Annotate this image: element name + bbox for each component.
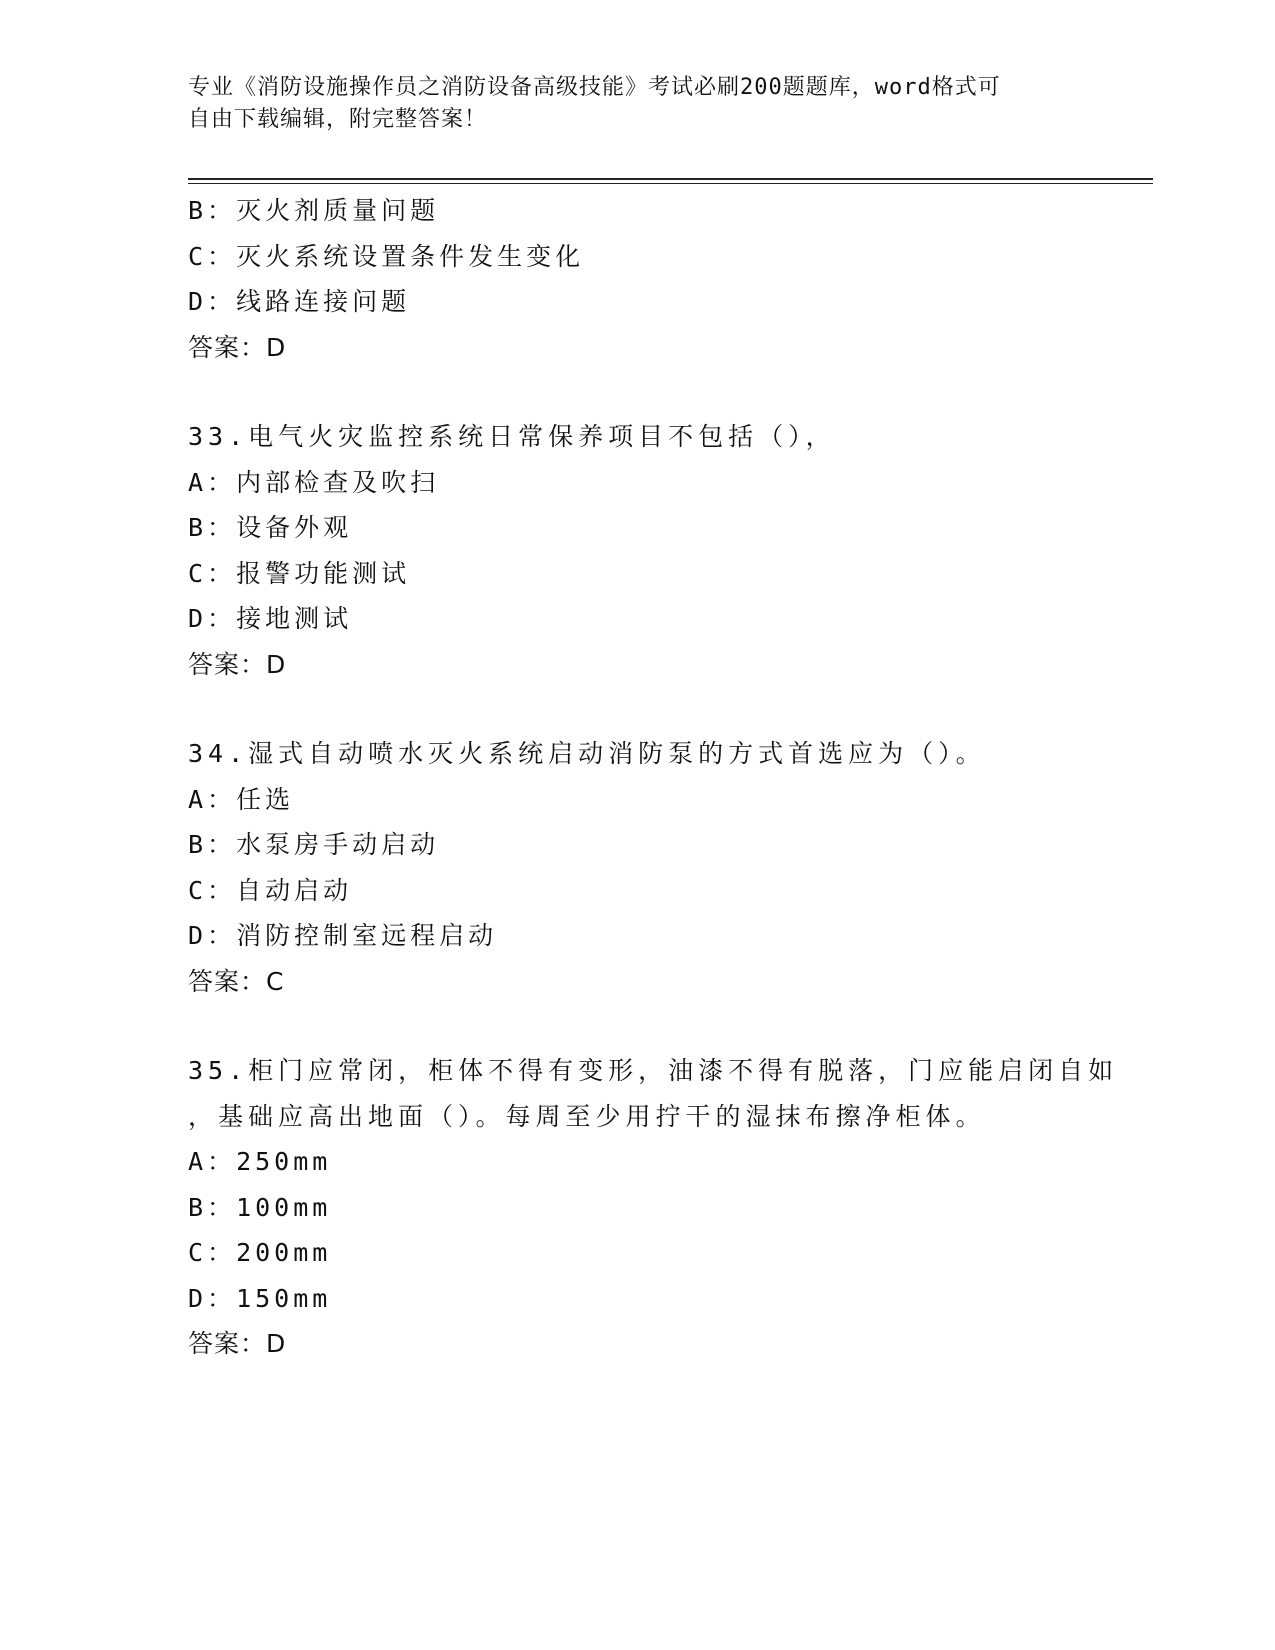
option-label: C： bbox=[188, 558, 237, 588]
option-a bbox=[188, 777, 1088, 823]
spacer bbox=[188, 687, 1088, 731]
option-label: C： bbox=[188, 241, 237, 271]
option-d bbox=[188, 279, 1088, 325]
answer-label: 答案： bbox=[188, 966, 267, 996]
option-text: 报警功能测试 bbox=[236, 558, 411, 588]
option-label: B： bbox=[188, 513, 237, 542]
option-label: B： bbox=[188, 830, 237, 859]
option-c bbox=[188, 234, 1088, 280]
option-text: 设备外观 bbox=[236, 513, 353, 542]
question-content bbox=[188, 188, 1119, 1367]
header-divider-thick bbox=[188, 178, 1153, 180]
answer-label: 答案： bbox=[188, 332, 267, 362]
option-label: A： bbox=[188, 467, 237, 497]
option-text: 灭火剂质量问题 bbox=[236, 196, 440, 225]
option-text: 250mm bbox=[236, 1147, 332, 1176]
question-stem: 33.电气火灾监控系统日常保养项目不包括（）， bbox=[188, 422, 836, 451]
answer-line bbox=[188, 325, 1088, 371]
document-header bbox=[188, 72, 1068, 136]
option-text: 内部检查及吹扫 bbox=[236, 467, 440, 497]
answer-value: D bbox=[266, 649, 287, 679]
option-label: D： bbox=[188, 604, 237, 633]
option-text: 150mm bbox=[236, 1283, 332, 1313]
option-text: 200mm bbox=[236, 1238, 332, 1267]
answer-line bbox=[188, 1321, 1088, 1367]
option-text: 灭火系统设置条件发生变化 bbox=[236, 241, 585, 271]
question-33 bbox=[188, 414, 1088, 687]
question-32-tail bbox=[188, 188, 1088, 370]
option-label: C： bbox=[188, 875, 237, 905]
option-label: A： bbox=[188, 1147, 237, 1176]
header-line-2: 自由下载编辑，附完整答案！ bbox=[188, 107, 488, 132]
option-b bbox=[188, 188, 1088, 234]
option-label: D： bbox=[188, 921, 237, 950]
option-d bbox=[188, 1276, 1088, 1322]
option-label: A： bbox=[188, 784, 237, 814]
option-label: D： bbox=[188, 1283, 237, 1313]
answer-line bbox=[188, 959, 1088, 1005]
answer-line bbox=[188, 642, 1088, 688]
answer-label: 答案： bbox=[188, 1329, 267, 1358]
option-c bbox=[188, 1230, 1088, 1276]
option-label: B： bbox=[188, 196, 237, 225]
option-label: C： bbox=[188, 1238, 237, 1267]
header-divider-thin bbox=[188, 183, 1153, 184]
option-text: 水泵房手动启动 bbox=[236, 830, 440, 859]
option-label: B： bbox=[188, 1192, 237, 1222]
option-text: 任选 bbox=[236, 784, 295, 814]
header-line-1: 专业《消防设施操作员之消防设备高级技能》考试必刷200题题库，word格式可 bbox=[188, 75, 1001, 100]
answer-label: 答案： bbox=[188, 649, 267, 679]
spacer bbox=[188, 1004, 1088, 1048]
option-a bbox=[188, 1139, 1088, 1185]
question-35 bbox=[188, 1048, 1119, 1367]
option-c bbox=[188, 868, 1088, 914]
spacer bbox=[188, 370, 1088, 414]
option-text: 自动启动 bbox=[236, 875, 353, 905]
answer-value: D bbox=[266, 1329, 287, 1358]
option-b bbox=[188, 1185, 1088, 1231]
answer-value: C bbox=[266, 966, 285, 996]
option-text: 消防控制室远程启动 bbox=[236, 921, 498, 950]
question-34 bbox=[188, 731, 1088, 1004]
question-stem-line-2: ，基础应高出地面（）。每周至少用拧干的湿抹布擦净柜体。 bbox=[188, 1101, 986, 1131]
option-a bbox=[188, 460, 1088, 506]
option-text: 接地测试 bbox=[236, 604, 353, 633]
option-b bbox=[188, 822, 1088, 868]
option-text: 100mm bbox=[236, 1192, 332, 1222]
option-d bbox=[188, 913, 1088, 959]
question-stem: 34.湿式自动喷水灭火系统启动消防泵的方式首选应为（）。 bbox=[188, 739, 986, 768]
answer-value: D bbox=[266, 332, 287, 362]
option-text: 线路连接问题 bbox=[236, 287, 411, 316]
option-d bbox=[188, 596, 1088, 642]
question-stem-line-1: 35.柜门应常闭，柜体不得有变形，油漆不得有脱落，门应能启闭自如 bbox=[188, 1056, 1119, 1085]
option-label: D： bbox=[188, 287, 237, 316]
option-c bbox=[188, 551, 1088, 597]
option-b bbox=[188, 505, 1088, 551]
